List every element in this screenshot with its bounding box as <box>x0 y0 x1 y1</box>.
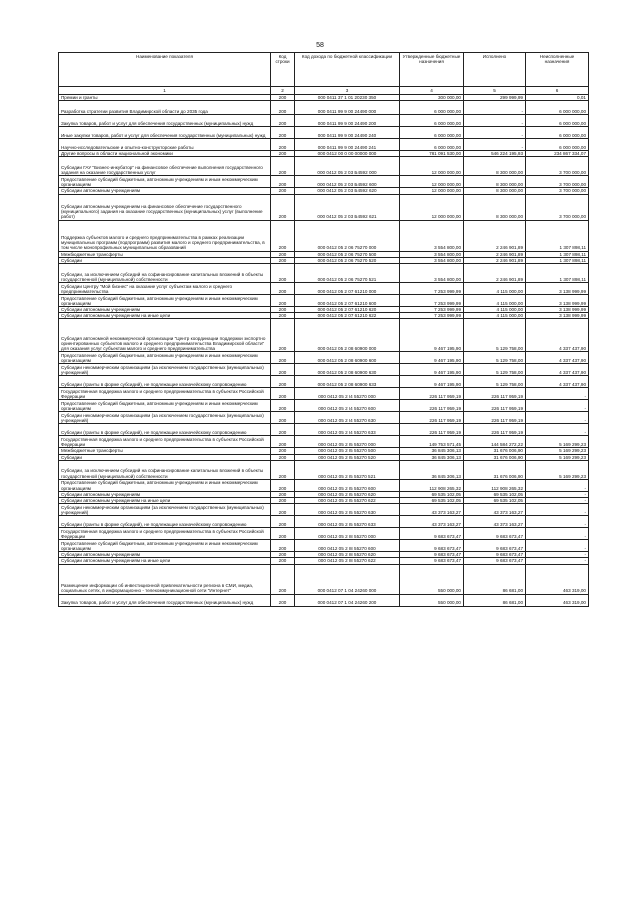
row-approved: 9 467 195,90 <box>400 352 464 364</box>
column-number: 5 <box>464 87 526 95</box>
table-row <box>59 139 589 151</box>
row-line-code: 200 <box>271 479 295 491</box>
row-budget-code: 000 0412 05 2 07 61210 600 <box>295 295 400 307</box>
row-approved: 7 253 999,99 <box>400 283 464 295</box>
row-approved: 43 373 163,27 <box>400 516 464 528</box>
row-unexecuted: - <box>526 528 589 540</box>
table-row <box>59 283 589 295</box>
row-name: Субсидии автономным учреждениям <box>59 552 271 558</box>
row-name: Размещение информации об инвестиционной привлекательности региона в СМИ, медиа, социальных сетях, в информационно - телекоммуникационной сети "Интернет" <box>59 564 271 594</box>
row-line-code: 200 <box>271 257 295 263</box>
row-budget-code: 000 0412 05 2 I4 55270 600 <box>295 400 400 412</box>
row-unexecuted: 4 337 437,90 <box>526 376 589 388</box>
row-approved: 9 683 673,47 <box>400 540 464 552</box>
table-row <box>59 460 589 479</box>
row-executed: 9 683 673,47 <box>464 528 526 540</box>
row-approved: 781 091 530,00 <box>400 151 464 157</box>
row-budget-code: 000 0412 05 2 03 Б4592 000 <box>295 157 400 176</box>
row-approved: 6 000 000,00 <box>400 127 464 139</box>
row-executed: 299 999,99 <box>464 95 526 101</box>
table-row <box>59 558 589 564</box>
row-executed: 4 115 000,00 <box>464 283 526 295</box>
row-budget-code: 000 0412 05 2 06 75270 500 <box>295 251 400 257</box>
row-approved: 12 000 000,00 <box>400 194 464 220</box>
row-executed: 226 117 959,19 <box>464 424 526 436</box>
row-unexecuted: 5 169 299,23 <box>526 448 589 454</box>
row-line-code: 200 <box>271 436 295 448</box>
row-executed: 144 584 272,22 <box>464 436 526 448</box>
row-approved: 550 000,00 <box>400 594 464 606</box>
row-approved: 550 000,00 <box>400 564 464 594</box>
row-line-code: 200 <box>271 313 295 319</box>
row-line-code: 200 <box>271 220 295 251</box>
row-unexecuted: 1 307 898,11 <box>526 264 589 283</box>
table-row <box>59 564 589 594</box>
row-budget-code: 000 0412 05 2 08 60900 600 <box>295 352 400 364</box>
row-unexecuted: 1 307 898,11 <box>526 220 589 251</box>
row-approved: 69 535 102,05 <box>400 498 464 504</box>
row-line-code: 200 <box>271 176 295 188</box>
budget-execution-table <box>58 52 589 607</box>
row-budget-code: 000 0412 05 2 07 61210 622 <box>295 313 400 319</box>
row-approved: 9 683 673,47 <box>400 528 464 540</box>
header-approved: Утвержденные бюджетные назначения <box>400 53 464 87</box>
column-number: 1 <box>59 87 271 95</box>
row-approved: 7 253 999,99 <box>400 313 464 319</box>
row-approved: 6 000 000,00 <box>400 139 464 151</box>
row-unexecuted: - <box>526 400 589 412</box>
row-executed: 5 129 758,00 <box>464 376 526 388</box>
row-name: Государственная поддержка малого и среднего предпринимательства в субъектах Российской Федерации <box>59 388 271 400</box>
row-line-code: 200 <box>271 454 295 460</box>
row-name: Субсидии некоммерческим организациям (за исключением государственных (муниципальных) учреждений) <box>59 504 271 516</box>
row-budget-code: 000 0412 05 2 I5 55270 630 <box>295 504 400 516</box>
row-budget-code: 000 0412 00 0 00 00000 000 <box>295 151 400 157</box>
row-budget-code: 000 0411 99 9 00 24490 240 <box>295 127 400 139</box>
row-executed: 2 246 901,89 <box>464 264 526 283</box>
table-row <box>59 479 589 491</box>
row-budget-code: 000 0412 05 2 I5 55270 600 <box>295 479 400 491</box>
row-line-code: 200 <box>271 127 295 139</box>
table-row <box>59 115 589 127</box>
row-name: Предоставление субсидий бюджетным, автономным учреждениям и иным некоммерческим организациям <box>59 352 271 364</box>
row-approved: 36 845 306,13 <box>400 454 464 460</box>
header-row <box>59 53 589 87</box>
row-line-code: 200 <box>271 188 295 194</box>
row-line-code: 200 <box>271 115 295 127</box>
row-approved: 6 000 000,00 <box>400 101 464 115</box>
header-unexecuted: Неисполненные назначения <box>526 53 589 87</box>
row-approved: 226 117 959,19 <box>400 388 464 400</box>
row-unexecuted: 3 700 000,00 <box>526 194 589 220</box>
row-budget-code: 000 0412 05 2 I8 55270 620 <box>295 552 400 558</box>
row-approved: 300 000,00 <box>400 95 464 101</box>
row-unexecuted: 4 337 437,90 <box>526 352 589 364</box>
row-line-code: 200 <box>271 295 295 307</box>
row-budget-code: 000 0411 99 9 00 24490 241 <box>295 139 400 151</box>
row-budget-code: 000 0412 05 2 I5 55270 622 <box>295 498 400 504</box>
row-approved: 7 253 999,99 <box>400 295 464 307</box>
row-name: Иные закупки товаров, работ и услуг для обеспечения государственных (муниципальных) нужд <box>59 127 271 139</box>
row-approved: 226 117 959,19 <box>400 400 464 412</box>
row-approved: 9 467 195,90 <box>400 319 464 352</box>
row-executed: 31 676 006,90 <box>464 448 526 454</box>
row-budget-code: 000 0412 05 2 08 60900 633 <box>295 376 400 388</box>
row-unexecuted: - <box>526 388 589 400</box>
row-budget-code: 000 0412 07 1 04 24260 000 <box>295 564 400 594</box>
table-row <box>59 101 589 115</box>
row-executed: 5 129 758,00 <box>464 352 526 364</box>
row-unexecuted: 3 138 999,99 <box>526 313 589 319</box>
table-row <box>59 504 589 516</box>
row-name: Субсидии, за исключением субсидий на софинансирование капитальных вложений в объекты государственной (муниципальной) собственности <box>59 460 271 479</box>
table-row <box>59 352 589 364</box>
row-line-code: 200 <box>271 307 295 313</box>
column-number: 2 <box>271 87 295 95</box>
row-budget-code: 000 0411 99 9 00 24490 000 <box>295 101 400 115</box>
table-row <box>59 127 589 139</box>
row-executed: 43 373 163,27 <box>464 516 526 528</box>
row-name: Межбюджетные трансферты <box>59 448 271 454</box>
row-line-code: 200 <box>271 516 295 528</box>
row-budget-code: 000 0412 05 2 I8 55270 000 <box>295 528 400 540</box>
row-budget-code: 000 0411 99 9 00 24490 200 <box>295 115 400 127</box>
row-budget-code: 000 0412 07 1 04 24260 200 <box>295 594 400 606</box>
row-unexecuted: 1 307 898,11 <box>526 257 589 263</box>
row-unexecuted: 3 138 999,99 <box>526 283 589 295</box>
row-executed: 8 300 000,00 <box>464 188 526 194</box>
row-line-code: 200 <box>271 448 295 454</box>
row-budget-code: 000 0412 05 2 I5 55270 000 <box>295 436 400 448</box>
row-line-code: 200 <box>271 194 295 220</box>
table-row <box>59 528 589 540</box>
row-executed: 43 373 163,27 <box>464 504 526 516</box>
row-name: Государственная поддержка малого и среднего предпринимательства в субъектах Российской Федерации <box>59 528 271 540</box>
row-executed: 9 683 673,47 <box>464 540 526 552</box>
row-unexecuted: - <box>526 498 589 504</box>
row-name: Субсидии автономным учреждениям <box>59 188 271 194</box>
row-name: Субсидии <box>59 454 271 460</box>
row-name: Субсидия автономной некоммерческой организации "Центр координации поддержки экспортно ориентированных субъектов малого и среднего предпринимательства Владимирской области" для оказания услуг субъектам малого и среднего предпринимательства <box>59 319 271 352</box>
row-approved: 3 554 800,00 <box>400 251 464 257</box>
row-unexecuted: 1 307 898,11 <box>526 251 589 257</box>
row-unexecuted: - <box>526 479 589 491</box>
row-unexecuted: - <box>526 504 589 516</box>
row-budget-code: 000 0412 05 2 03 Б4592 600 <box>295 176 400 188</box>
row-budget-code: 000 0412 05 2 I4 55270 000 <box>295 388 400 400</box>
row-budget-code: 000 0412 05 2 I5 55270 500 <box>295 448 400 454</box>
row-name: Государственная поддержка малого и среднего предпринимательства в субъектах Российской Федерации <box>59 436 271 448</box>
row-unexecuted: - <box>526 424 589 436</box>
row-line-code: 200 <box>271 594 295 606</box>
row-unexecuted: - <box>526 558 589 564</box>
row-executed: - <box>464 115 526 127</box>
row-name: Субсидии автономным учреждениям на финансовое обеспечение государственного (муниципального) задания на оказание государственных (муниципальных) услуг (выполнение работ) <box>59 194 271 220</box>
row-line-code: 200 <box>271 319 295 352</box>
row-approved: 43 373 163,27 <box>400 504 464 516</box>
row-line-code: 200 <box>271 491 295 497</box>
row-name: Субсидии автономным учреждениям на иные цели <box>59 313 271 319</box>
row-line-code: 200 <box>271 364 295 376</box>
row-name: Другие вопросы в области национальной экономики <box>59 151 271 157</box>
row-approved: 3 554 800,00 <box>400 257 464 263</box>
row-approved: 226 117 959,19 <box>400 424 464 436</box>
row-unexecuted: - <box>526 540 589 552</box>
row-line-code: 200 <box>271 376 295 388</box>
row-name: Закупка товаров, работ и услуг для обеспечения государственных (муниципальных) нужд <box>59 594 271 606</box>
row-unexecuted: 0,01 <box>526 95 589 101</box>
row-name: Субсидии автономным учреждениям на иные цели <box>59 558 271 564</box>
row-budget-code: 000 0412 05 2 I5 55270 620 <box>295 491 400 497</box>
row-unexecuted: 463 319,00 <box>526 594 589 606</box>
row-budget-code: 000 0412 05 2 I5 55270 521 <box>295 460 400 479</box>
row-name: Субсидии некоммерческим организациям (за исключением государственных (муниципальных) учреждений) <box>59 412 271 424</box>
row-unexecuted: 3 138 999,99 <box>526 295 589 307</box>
table-row <box>59 376 589 388</box>
row-executed: 5 129 758,00 <box>464 364 526 376</box>
row-line-code: 200 <box>271 504 295 516</box>
row-executed: 226 117 959,19 <box>464 388 526 400</box>
row-name: Субсидии автономным учреждениям на иные цели <box>59 498 271 504</box>
table-body <box>59 95 589 607</box>
row-name: Субсидии ГАУ "Бизнес-инкубатор" на финансовое обеспечение выполнения государственного задания на оказание государственных услуг <box>59 157 271 176</box>
row-approved: 112 908 265,32 <box>400 479 464 491</box>
row-line-code: 200 <box>271 352 295 364</box>
row-budget-code: 000 0412 05 2 08 60900 630 <box>295 364 400 376</box>
row-unexecuted: - <box>526 552 589 558</box>
row-line-code: 200 <box>271 498 295 504</box>
table-row <box>59 157 589 176</box>
table-row <box>59 194 589 220</box>
row-line-code: 200 <box>271 157 295 176</box>
row-approved: 9 467 195,90 <box>400 364 464 376</box>
row-approved: 6 000 000,00 <box>400 115 464 127</box>
row-executed: 226 117 959,19 <box>464 400 526 412</box>
row-approved: 9 467 195,90 <box>400 376 464 388</box>
row-executed: 546 224 195,93 <box>464 151 526 157</box>
row-executed: 8 300 000,00 <box>464 176 526 188</box>
row-executed: 226 117 959,19 <box>464 412 526 424</box>
row-line-code: 200 <box>271 400 295 412</box>
row-executed: 86 681,00 <box>464 564 526 594</box>
row-executed: 112 908 265,32 <box>464 479 526 491</box>
table-row <box>59 424 589 436</box>
column-number: 4 <box>400 87 464 95</box>
row-line-code: 200 <box>271 264 295 283</box>
row-name: Субсидии (гранты в форме субсидий), не подлежащие казначейскому сопровождению <box>59 424 271 436</box>
row-unexecuted: - <box>526 412 589 424</box>
row-executed: - <box>464 127 526 139</box>
row-budget-code: 000 0412 05 2 I5 55270 633 <box>295 516 400 528</box>
table-row <box>59 295 589 307</box>
row-budget-code: 000 0412 05 2 06 75270 000 <box>295 220 400 251</box>
row-line-code: 200 <box>271 283 295 295</box>
row-budget-code: 000 0412 05 2 08 60900 000 <box>295 319 400 352</box>
row-unexecuted: 463 319,00 <box>526 564 589 594</box>
row-name: Субсидии (гранты в форме субсидий), не подлежащие казначейскому сопровождению <box>59 376 271 388</box>
header-budget-code: Код дохода по бюджетной классификации <box>295 53 400 87</box>
row-unexecuted: 6 000 000,00 <box>526 139 589 151</box>
row-unexecuted: - <box>526 491 589 497</box>
table-row <box>59 313 589 319</box>
row-unexecuted: 3 700 000,00 <box>526 176 589 188</box>
row-unexecuted: - <box>526 516 589 528</box>
header-executed: Исполнено <box>464 53 526 87</box>
row-unexecuted: 6 000 000,00 <box>526 101 589 115</box>
row-executed: 2 246 901,89 <box>464 251 526 257</box>
row-line-code: 200 <box>271 388 295 400</box>
row-budget-code: 000 0412 05 2 I8 55270 622 <box>295 558 400 564</box>
row-approved: 36 845 306,13 <box>400 448 464 454</box>
table-row <box>59 498 589 504</box>
row-name: Предоставление субсидий бюджетным, автономным учреждениям и иным некоммерческим организациям <box>59 540 271 552</box>
row-name: Предоставление субсидий бюджетным, автономным учреждениям и иным некоммерческим организациям <box>59 479 271 491</box>
row-unexecuted: 5 169 299,23 <box>526 454 589 460</box>
row-name: Субсидии некоммерческим организациям (за исключением государственных (муниципальных) учреждений) <box>59 364 271 376</box>
row-executed: 5 129 758,00 <box>464 319 526 352</box>
row-name: Субсидии автономным учреждениям <box>59 307 271 313</box>
row-executed: 4 115 000,00 <box>464 313 526 319</box>
page-number: 58 <box>316 42 324 49</box>
row-budget-code: 000 0412 05 2 I8 55270 600 <box>295 540 400 552</box>
row-unexecuted: 3 700 000,00 <box>526 157 589 176</box>
row-line-code: 200 <box>271 95 295 101</box>
column-number: 6 <box>526 87 589 95</box>
row-line-code: 200 <box>271 460 295 479</box>
row-unexecuted: 3 138 999,99 <box>526 307 589 313</box>
table-row <box>59 264 589 283</box>
row-name: Разработка стратегии развития Владимирской области до 2035 года <box>59 101 271 115</box>
row-name: Поддержка субъектов малого и среднего предпринимательства в рамках реализации муниципальных программ (подпрограмм) развития малого и среднего предпринимательства, в том числе монопрофильных муниципальных образований <box>59 220 271 251</box>
row-approved: 7 253 999,99 <box>400 307 464 313</box>
row-executed: 86 681,00 <box>464 594 526 606</box>
row-executed: 2 246 901,89 <box>464 220 526 251</box>
row-approved: 9 683 673,47 <box>400 558 464 564</box>
row-name: Премии и гранты <box>59 95 271 101</box>
row-budget-code: 000 0412 05 2 I4 55270 630 <box>295 412 400 424</box>
table-row <box>59 400 589 412</box>
row-executed: 4 115 000,00 <box>464 295 526 307</box>
row-executed: 2 246 901,89 <box>464 257 526 263</box>
row-executed: - <box>464 139 526 151</box>
row-budget-code: 000 0412 05 2 06 75270 521 <box>295 264 400 283</box>
column-number: 3 <box>295 87 400 95</box>
row-unexecuted: 5 169 299,23 <box>526 460 589 479</box>
row-approved: 36 845 306,13 <box>400 460 464 479</box>
row-name: Предоставление субсидий бюджетным, автономным учреждениям и иным некоммерческим организациям <box>59 295 271 307</box>
row-executed: 9 683 673,47 <box>464 552 526 558</box>
row-line-code: 200 <box>271 251 295 257</box>
row-budget-code: 000 0412 05 2 03 Б4592 621 <box>295 194 400 220</box>
table-row <box>59 516 589 528</box>
row-name: Субсидии Центру "Мой бизнес" на оказание услуг субъектам малого и среднего предпринимательства <box>59 283 271 295</box>
table-row <box>59 540 589 552</box>
row-name: Предоставление субсидий бюджетным, автономным учреждениям и иным некоммерческим организациям <box>59 400 271 412</box>
table-row <box>59 220 589 251</box>
row-unexecuted: 234 867 334,07 <box>526 151 589 157</box>
row-executed: 9 683 673,47 <box>464 558 526 564</box>
row-unexecuted: 3 700 000,00 <box>526 188 589 194</box>
row-executed: 4 115 000,00 <box>464 307 526 313</box>
table-row <box>59 388 589 400</box>
row-name: Предоставление субсидий бюджетным, автономным учреждениям и иным некоммерческим организациям <box>59 176 271 188</box>
header-name: Наименование показателя <box>59 53 271 87</box>
row-budget-code: 000 0411 37 1 01 20230 350 <box>295 95 400 101</box>
row-line-code: 200 <box>271 412 295 424</box>
row-budget-code: 000 0412 05 2 07 61210 000 <box>295 283 400 295</box>
table-row <box>59 364 589 376</box>
row-line-code: 200 <box>271 151 295 157</box>
row-approved: 226 117 959,19 <box>400 412 464 424</box>
row-line-code: 200 <box>271 558 295 564</box>
row-line-code: 200 <box>271 424 295 436</box>
row-line-code: 200 <box>271 564 295 594</box>
row-unexecuted: 6 000 000,00 <box>526 127 589 139</box>
row-unexecuted: 4 337 437,90 <box>526 319 589 352</box>
row-name: Субсидии (гранты в форме субсидий), не подлежащие казначейскому сопровождению <box>59 516 271 528</box>
row-name: Закупка товаров, работ и услуг для обеспечения государственных (муниципальных) нужд <box>59 115 271 127</box>
row-name: Субсидии автономным учреждениям <box>59 491 271 497</box>
row-executed: 69 535 102,05 <box>464 491 526 497</box>
row-line-code: 200 <box>271 540 295 552</box>
row-name: Межбюджетные трансферты <box>59 251 271 257</box>
row-line-code: 200 <box>271 552 295 558</box>
table-row <box>59 412 589 424</box>
table-row <box>59 594 589 606</box>
row-budget-code: 000 0412 05 2 03 Б4592 620 <box>295 188 400 194</box>
row-budget-code: 000 0412 05 2 I4 55270 633 <box>295 424 400 436</box>
row-executed: 31 676 006,90 <box>464 460 526 479</box>
table-row <box>59 552 589 558</box>
row-approved: 12 000 000,00 <box>400 157 464 176</box>
row-name: Научно-исследовательские и опытно-конструкторские работы <box>59 139 271 151</box>
row-line-code: 200 <box>271 139 295 151</box>
row-name: Субсидии, за исключением субсидий на софинансирование капитальных вложений в объекты государственной (муниципальной) собственности <box>59 264 271 283</box>
table-row <box>59 151 589 157</box>
row-approved: 12 000 000,00 <box>400 176 464 188</box>
row-unexecuted: 4 337 437,90 <box>526 364 589 376</box>
row-executed: 8 300 000,00 <box>464 157 526 176</box>
row-approved: 3 554 800,00 <box>400 264 464 283</box>
row-approved: 9 683 673,47 <box>400 552 464 558</box>
table-row <box>59 319 589 352</box>
row-executed: - <box>464 101 526 115</box>
table-row <box>59 491 589 497</box>
row-executed: 31 676 006,90 <box>464 454 526 460</box>
row-line-code: 200 <box>271 528 295 540</box>
row-budget-code: 000 0412 05 2 06 75270 520 <box>295 257 400 263</box>
row-name: Субсидии <box>59 257 271 263</box>
table-row <box>59 436 589 448</box>
table-row <box>59 188 589 194</box>
row-executed: 69 535 102,05 <box>464 498 526 504</box>
row-approved: 149 753 571,45 <box>400 436 464 448</box>
row-approved: 3 554 800,00 <box>400 220 464 251</box>
row-unexecuted: 5 169 299,23 <box>526 436 589 448</box>
row-unexecuted: 6 000 000,00 <box>526 115 589 127</box>
row-budget-code: 000 0412 05 2 I5 55270 520 <box>295 454 400 460</box>
table-row <box>59 176 589 188</box>
row-approved: 12 000 000,00 <box>400 188 464 194</box>
column-number-row <box>59 87 589 95</box>
table-row <box>59 307 589 313</box>
row-approved: 69 535 102,05 <box>400 491 464 497</box>
row-executed: 8 300 000,00 <box>464 194 526 220</box>
header-line-code: Код строки <box>271 53 295 87</box>
row-line-code: 200 <box>271 101 295 115</box>
row-budget-code: 000 0412 05 2 07 61210 620 <box>295 307 400 313</box>
